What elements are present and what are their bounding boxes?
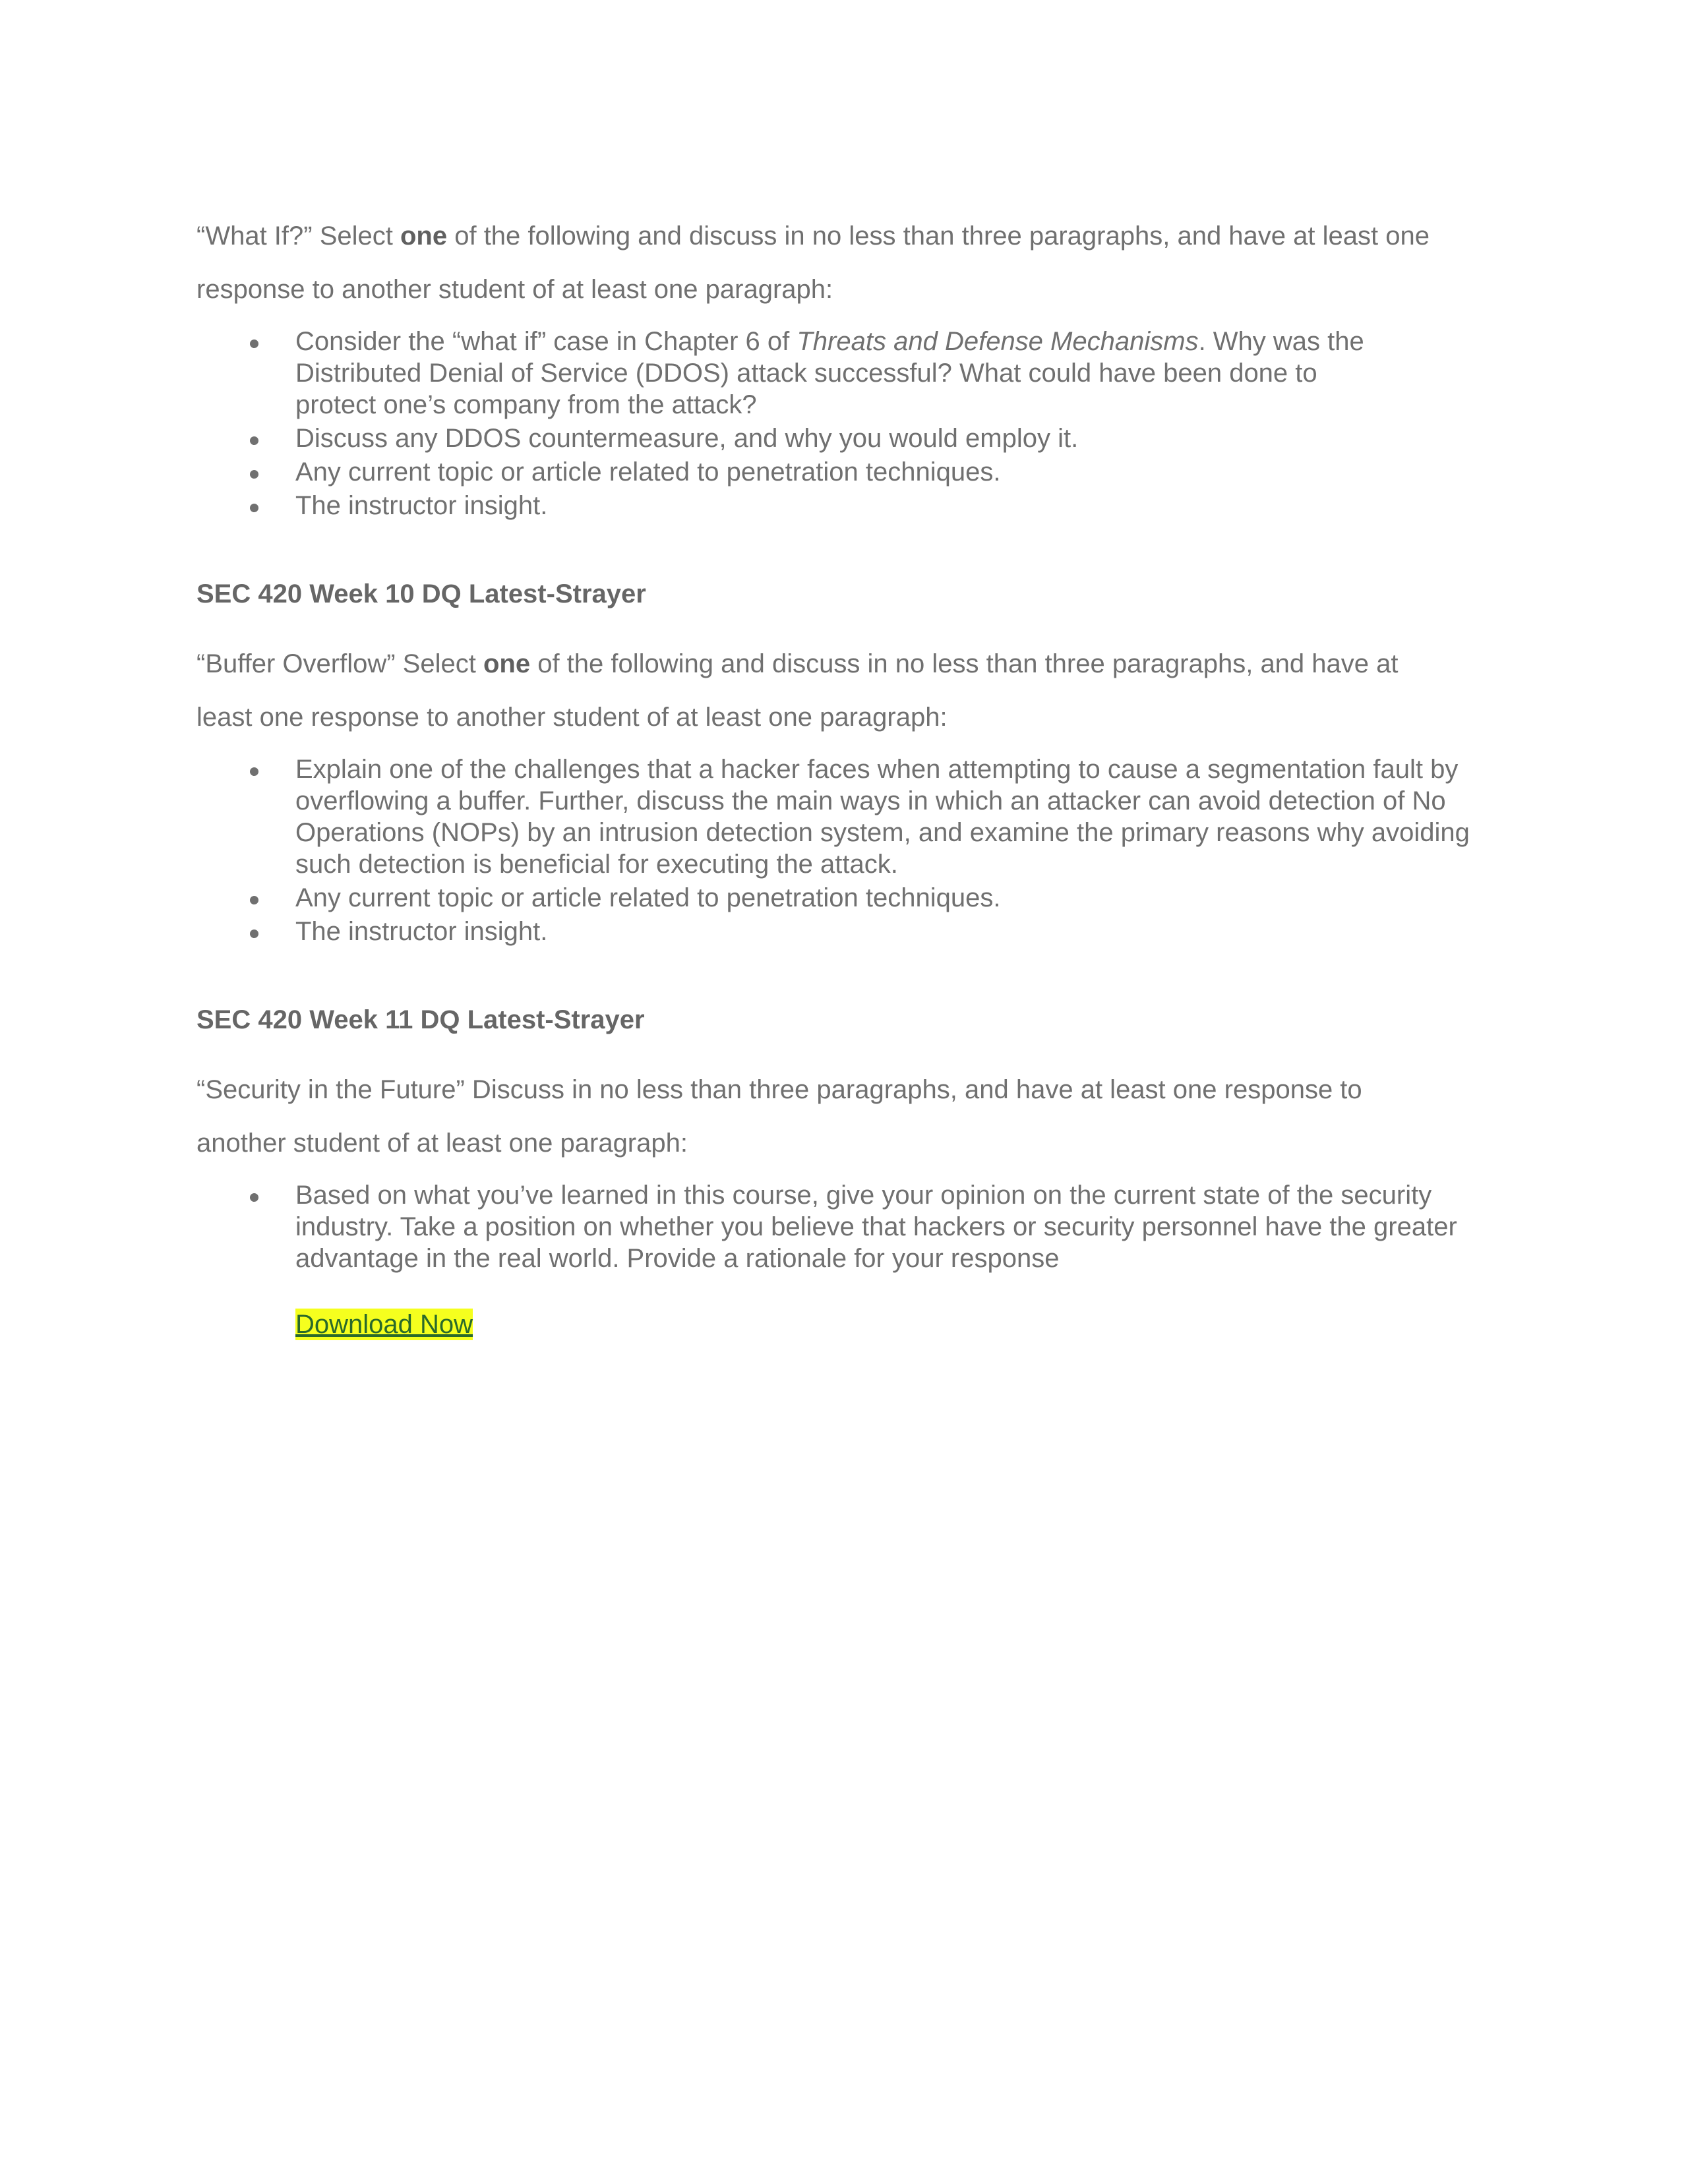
list-item bbox=[196, 456, 1403, 488]
list-item bbox=[196, 490, 1403, 521]
download-now-link[interactable]: Download Now bbox=[295, 1310, 473, 1339]
document-content bbox=[196, 210, 1489, 1340]
bullet-icon bbox=[250, 470, 258, 479]
section1-intro-rest: of the following and discuss in no less than three paragraphs, and have at least one response to another student of at least one paragraph: bbox=[196, 221, 1430, 304]
section3-bullet-list bbox=[196, 1179, 1489, 1274]
bullet-icon bbox=[250, 504, 258, 512]
list-item bbox=[196, 916, 1489, 947]
bullet-text: Any current topic or article related to penetration techniques. bbox=[295, 883, 1001, 912]
section-heading: SEC 420 Week 10 DQ Latest-Strayer bbox=[196, 579, 646, 608]
bullet-text: The instructor insight. bbox=[295, 491, 548, 520]
bullet-icon bbox=[250, 436, 258, 445]
section1-bullet-list bbox=[196, 326, 1403, 521]
download-row bbox=[196, 1309, 1489, 1340]
section-heading: SEC 420 Week 11 DQ Latest-Strayer bbox=[196, 1005, 645, 1034]
book-title: Threats and Defense Mechanisms bbox=[797, 327, 1199, 356]
bullet-text: Based on what you’ve learned in this course, give your opinion on the current state of the security industry. Take a position on whether you believe that hackers or security personnel have the greater advantage in the real world. Provide a rationale for your response bbox=[295, 1181, 1457, 1273]
section2-intro-text: “Buffer Overflow” Select bbox=[196, 649, 483, 678]
section2-bullet-list bbox=[196, 753, 1489, 947]
bullet-text: Consider the “what if” case in Chapter 6 of bbox=[295, 327, 797, 356]
bullet-text: The instructor insight. bbox=[295, 917, 548, 946]
section1-intro-text: “What If?” Select bbox=[196, 221, 400, 251]
section2-intro-rest: of the following and discuss in no less than three paragraphs, and have at least one response to another student of at least one paragraph: bbox=[196, 649, 1399, 732]
bullet-text: Any current topic or article related to penetration techniques. bbox=[295, 457, 1001, 487]
bullet-icon bbox=[250, 930, 258, 938]
section2-intro bbox=[196, 637, 1449, 744]
bullet-text-rest: . Why was the Distributed Denial of Service (DDOS) attack successful? What could have been done to protect one’s company from the attack? bbox=[295, 327, 1364, 419]
section1-intro-bold: one bbox=[400, 221, 448, 251]
list-item bbox=[196, 882, 1489, 914]
section1-intro bbox=[196, 210, 1482, 316]
bullet-icon bbox=[250, 339, 258, 348]
bullet-text: Explain one of the challenges that a hacker faces when attempting to cause a segmentation fault by overflowing a buffer. Further, discuss the main ways in which an attacker can avoid detection of No Operations (NOPs) by an intrusion detection system, and examine the primary reasons why avoiding such detection is beneficial for executing the attack. bbox=[295, 755, 1470, 879]
list-item bbox=[196, 753, 1489, 880]
section2-intro-bold: one bbox=[483, 649, 531, 678]
bullet-text: Discuss any DDOS countermeasure, and why you would employ it. bbox=[295, 424, 1079, 453]
bullet-icon bbox=[250, 1193, 258, 1202]
list-item bbox=[196, 423, 1403, 454]
bullet-icon bbox=[250, 767, 258, 776]
section3-intro: “Security in the Future” Discuss in no less than three paragraphs, and have at least one response to another student of at least one paragraph: bbox=[196, 1075, 1362, 1158]
list-item bbox=[196, 1179, 1489, 1274]
list-item bbox=[196, 326, 1390, 421]
bullet-icon bbox=[250, 896, 258, 904]
